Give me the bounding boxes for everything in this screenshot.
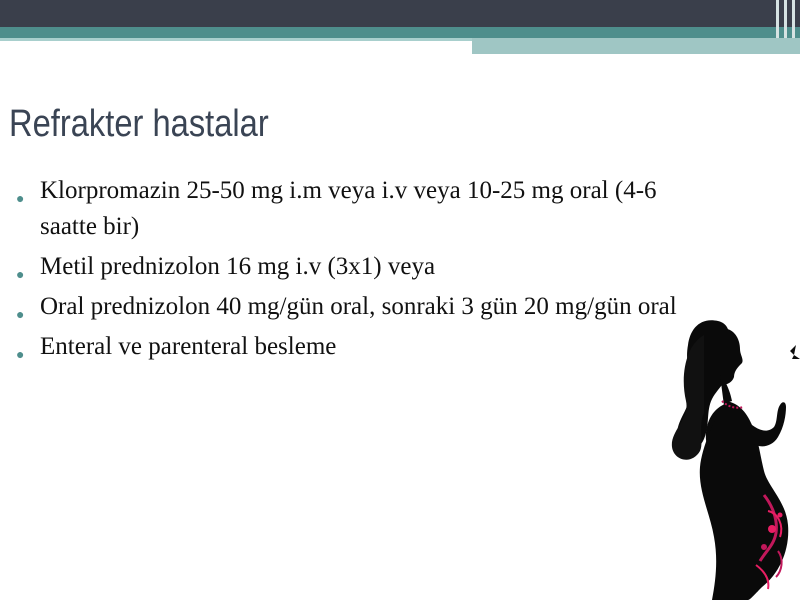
bullet-text: Metil prednizolon 16 mg i.v (3x1) veya [40,253,436,280]
header-band-dark [0,0,800,27]
bullet-text: Oral prednizolon 40 mg/gün oral, sonraki 3 gün 20 mg/gün oral [40,293,677,320]
bullet-dot-icon: ● [16,308,25,323]
corner-stripe [784,0,787,38]
slide-title: Refrakter hastalar [9,103,269,145]
header-band-teal [0,27,800,38]
bullet-text: Klorpromazin 25-50 mg i.m veya i.v veya 10-25 mg oral (4-6 saatte bir) [40,177,657,240]
bullet-dot-icon: ● [16,192,25,207]
bullet-text: Enteral ve parenteral besleme [40,333,337,360]
corner-stripe [792,0,795,38]
header-band-light-right [472,38,800,54]
bullet-list [16,173,706,369]
bullet-item [16,289,706,325]
corner-stripe [776,0,779,38]
bullet-dot-icon: ● [16,348,25,363]
header-band-light-left [0,38,472,41]
bullet-item [16,173,706,245]
bullet-item [16,329,706,365]
bullet-dot-icon: ● [16,268,25,283]
bullet-item [16,249,706,285]
pregnant-woman-silhouette-icon [660,315,800,600]
